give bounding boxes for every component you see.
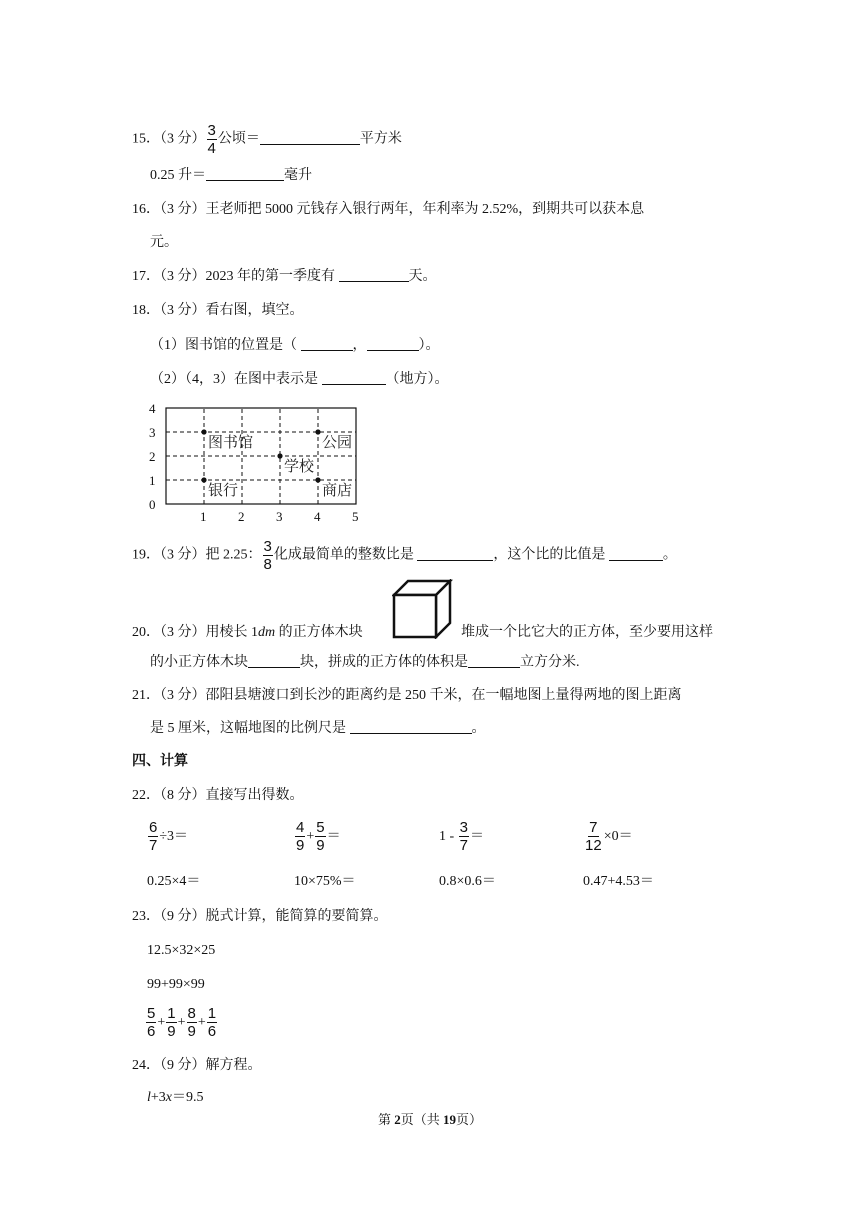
- q22-item4-den: 12: [585, 837, 602, 855]
- q17-blank[interactable]: [339, 267, 409, 282]
- q15-blank1[interactable]: [260, 130, 360, 145]
- q18-blank-x[interactable]: [301, 336, 353, 351]
- q23-f3: [187, 1005, 197, 1040]
- grid-place-label-3: 银行: [208, 481, 239, 499]
- q24-rest: ＝9.5: [172, 1090, 204, 1105]
- q15-fraction: [207, 122, 217, 157]
- q21-blank[interactable]: [350, 719, 472, 734]
- page-footer: [0, 1110, 860, 1130]
- q22-title: 22．（8 分）直接写出得数。: [132, 788, 304, 803]
- q22-item2-den2: 9: [316, 837, 325, 855]
- q22-item-1: [147, 818, 188, 856]
- q15-line2-after: 毫升: [284, 168, 312, 183]
- grid-point-4: [315, 477, 320, 482]
- grid-y-tick-2: 2: [149, 449, 156, 464]
- q18-title: 18．（3 分）看右图，填空。: [132, 303, 304, 318]
- q22-item4-num: 7: [589, 819, 598, 837]
- q22-item2-frac1: [295, 819, 305, 854]
- q21-line2: [150, 719, 486, 739]
- footer-post: 页）: [456, 1112, 483, 1127]
- grid-place-label-1: 公园: [322, 433, 353, 451]
- q23-f4: [207, 1005, 217, 1040]
- grid-x-tick-5: 5: [352, 509, 359, 524]
- q22-item-8: 0.47+4.53＝: [583, 874, 654, 889]
- q15-prefix: 15．（3 分）: [132, 131, 206, 147]
- q22-item3-pre: 1 -: [439, 829, 458, 844]
- q22-item1-rest: ÷3＝: [159, 829, 189, 844]
- q24-var-x: x: [165, 1090, 173, 1105]
- q18-sub1-after: ）。: [418, 338, 440, 353]
- q18-sub1-prefix: （1）图书馆的位置是（: [150, 338, 297, 353]
- q16-line1: 16．（3 分）王老师把 5000 元钱存入银行两年，年利率为 2.52%，到期共可以获本息: [132, 202, 645, 217]
- q23-f4-num: 1: [207, 1005, 217, 1023]
- q20-line1: [132, 623, 363, 643]
- q23-title: 23．（9 分）脱式计算，能简算的要简算。: [132, 909, 388, 924]
- grid-y-tick-1: 1: [149, 473, 156, 488]
- q15-frac-den: 4: [207, 140, 216, 157]
- q22-item4-frac: [584, 819, 603, 854]
- footer-mid: 页（共: [400, 1112, 443, 1127]
- q22-item3-den: 7: [459, 837, 469, 855]
- q20-prefix: 20．（3 分）用棱长 1: [132, 625, 258, 640]
- grid-place-label-0: 图书馆: [208, 433, 254, 451]
- grid-place-label-4: 商店: [322, 481, 353, 499]
- q19-blank-value[interactable]: [609, 546, 663, 561]
- q23-expr1: 12.5×32×25: [147, 943, 216, 958]
- q20-line2-prefix: 的小正方体木块: [150, 655, 248, 670]
- q22-item2-plus: +: [306, 829, 315, 844]
- grid-x-tick-2: 2: [238, 509, 245, 524]
- q16-line2: 元。: [150, 235, 178, 250]
- q23-f1-den: 6: [147, 1023, 156, 1041]
- grid-x-tick-3: 3: [276, 509, 283, 524]
- q18-blank-y[interactable]: [367, 336, 419, 351]
- q15-unit1: 公顷＝: [217, 131, 260, 147]
- q21-line2-after: 。: [471, 721, 486, 736]
- q23-f2-num: 1: [167, 1005, 176, 1023]
- q18-blank-place[interactable]: [322, 370, 386, 385]
- q22-item1-num: 6: [149, 819, 158, 837]
- q24-coef: +3: [150, 1090, 166, 1105]
- footer-page-number: 2: [394, 1112, 401, 1127]
- grid-point-2: [277, 453, 282, 458]
- q23-f1: [146, 1005, 156, 1040]
- q22-item-7: 0.8×0.6＝: [439, 874, 496, 889]
- q17-after: 天。: [408, 269, 437, 284]
- q20-line1-after: 堆成一个比它大的正方体，至少要用这样: [461, 625, 713, 640]
- q23-f3-num: 8: [187, 1005, 196, 1023]
- grid-y-tick-0: 0: [149, 497, 156, 512]
- grid-x-tick-4: 4: [314, 509, 321, 524]
- q19-blank-ratio[interactable]: [417, 546, 493, 561]
- q19-mid2: ，这个比的比值是: [493, 547, 606, 563]
- q24-title: 24．（9 分）解方程。: [132, 1058, 262, 1073]
- footer-pre: 第: [377, 1112, 395, 1127]
- q23-expr2: 99+99×99: [147, 977, 205, 992]
- q22-item3-frac: [459, 819, 469, 854]
- q17-prefix: 17．（3 分）2023 年的第一季度有: [132, 269, 335, 284]
- grid-point-1: [315, 429, 320, 434]
- q19-prefix: 19．（3 分）把 2.25：: [132, 547, 262, 563]
- q23-op3: +: [197, 1015, 206, 1030]
- q21-line1: 21．（3 分）邵阳县塘渡口到长沙的距离约是 250 千米，在一幅地图上量得两地的图上距离: [132, 688, 682, 703]
- grid-place-label-2: 学校: [284, 457, 315, 475]
- q22-item2-rest: ＝: [326, 829, 341, 844]
- q15-blank2[interactable]: [206, 166, 284, 181]
- footer-total-pages: 19: [443, 1112, 456, 1127]
- q20-line2: [150, 653, 580, 673]
- grid-y-tick-3: 3: [149, 425, 156, 440]
- q20-dm: dm: [258, 625, 276, 640]
- grid-x-tick-1: 1: [200, 509, 207, 524]
- q18-sub1-comma: ，: [352, 338, 367, 353]
- q20-line2-mid: 块，拼成的正方体的体积是: [300, 655, 468, 670]
- q23-expr3: [145, 1004, 218, 1042]
- q23-f2-den: 9: [167, 1023, 176, 1041]
- q19-line: [132, 538, 677, 573]
- q22-item1-frac: [148, 819, 158, 854]
- q22-item2-num2: 5: [316, 819, 325, 837]
- q20-blank-count[interactable]: [248, 653, 300, 668]
- q19-fraction: [263, 538, 273, 573]
- coordinate-grid: [140, 398, 370, 528]
- q22-item-4: [583, 818, 633, 856]
- q22-item-2: [294, 818, 341, 856]
- q22-item4-rest: ×0＝: [603, 829, 633, 844]
- q15-unit1-after: 平方米: [359, 131, 402, 147]
- q23-op1: +: [157, 1015, 166, 1030]
- section-heading: 四、计算: [132, 754, 188, 769]
- q23-f4-den: 6: [207, 1023, 217, 1041]
- grid-point-3: [201, 477, 206, 482]
- q22-item1-den: 7: [149, 837, 158, 855]
- q23-f3-den: 9: [187, 1023, 196, 1041]
- q19-mid: 化成最简单的整数比是: [273, 547, 414, 563]
- q19-end: 。: [662, 547, 677, 563]
- q24-var-l: l: [147, 1090, 151, 1105]
- q15-frac-num: 3: [207, 122, 216, 139]
- q20-mid: 的正方体木块: [275, 625, 363, 640]
- q22-item-3: [439, 818, 484, 856]
- q19-frac-den: 8: [263, 556, 272, 573]
- q22-item2-num1: 4: [296, 819, 305, 837]
- q20-line2-after: 立方分米.: [520, 655, 580, 670]
- q23-f1-num: 5: [147, 1005, 156, 1023]
- q24-equation: [147, 1088, 204, 1108]
- q17-line: [132, 267, 437, 287]
- q19-frac-num: 3: [263, 538, 272, 555]
- q18-sub2-after: （地方）。: [385, 372, 449, 387]
- grid-point-0: [201, 429, 206, 434]
- q15-line2-prefix: 0.25 升＝: [150, 168, 206, 183]
- q22-item-6: 10×75%＝: [294, 874, 356, 889]
- q22-item2-frac2: [315, 819, 325, 854]
- q18-sub2: [150, 370, 449, 390]
- cube-icon: [392, 579, 454, 639]
- q18-sub2-prefix: （2）（4，3）在图中表示是: [150, 372, 318, 387]
- q22-item-5: 0.25×4＝: [147, 874, 201, 889]
- grid-y-tick-4: 4: [149, 401, 156, 416]
- q23-op2: +: [177, 1015, 186, 1030]
- q20-blank-volume[interactable]: [468, 653, 520, 668]
- q15-line2: [150, 166, 312, 186]
- q22-item3-num: 3: [459, 819, 469, 837]
- q22-item2-den1: 9: [296, 837, 305, 855]
- q18-sub1: [150, 336, 440, 356]
- q22-item3-rest: ＝: [470, 829, 485, 844]
- q23-f2: [166, 1005, 176, 1040]
- q21-line2-prefix: 是 5 厘米，这幅地图的比例尺是: [150, 721, 346, 736]
- q15-line1: [132, 122, 402, 157]
